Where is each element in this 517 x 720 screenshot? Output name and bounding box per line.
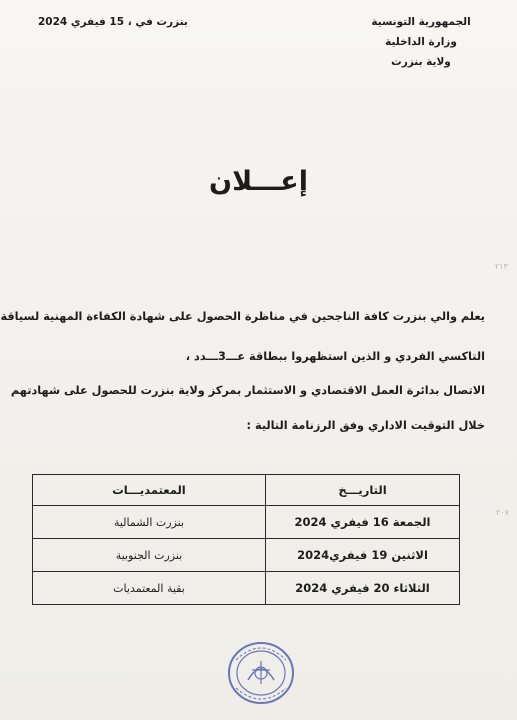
body-line: خلال التوقيت الاداري وفق الرزنامة التالية : xyxy=(246,419,485,432)
row-date: الاثنين 19 فيفري2024 xyxy=(266,539,460,572)
row-delegation: بقية المعتمديات xyxy=(33,572,266,605)
org-line-ministry: وزارة الداخلية xyxy=(385,36,457,48)
row-delegation: بنزرت الشمالية xyxy=(33,506,266,539)
row-delegation: بنزرت الجنوبية xyxy=(33,539,266,572)
body-line: الاتصال بدائرة العمل الاقتصادي و الاستثمار بمركز ولاية بنزرت للحصول على شهادتهم xyxy=(10,384,485,397)
schedule-table xyxy=(32,474,460,605)
row-date: الثلاثاء 20 فيفري 2024 xyxy=(266,572,460,605)
body-line: يعلم والي بنزرت كافة الناجحين في مناظرة الحصول على شهادة الكفاءة المهنية لسياقة xyxy=(0,310,485,323)
table-header-row xyxy=(33,475,460,506)
faint-margin-mark: ٢٠٧ xyxy=(496,508,509,517)
organization-header xyxy=(351,12,491,72)
place-date: بنزرت في ، 15 فيفري 2024 xyxy=(38,16,188,28)
body-line: التاكسي الفردي و الذين استظهروا ببطاقة عـــ3ـــدد ، xyxy=(185,350,485,363)
org-line-republic: الجمهورية التونسية xyxy=(371,16,471,28)
column-header-date: التاريـــخ xyxy=(266,475,460,506)
table-row xyxy=(33,506,460,539)
table-row xyxy=(33,572,460,605)
page-title: إعـــلان xyxy=(209,166,308,197)
faint-margin-mark: ٢١٣ xyxy=(495,262,508,271)
row-date: الجمعة 16 فيفري 2024 xyxy=(266,506,460,539)
official-round-stamp-icon xyxy=(226,640,296,706)
column-header-delegations: المعتمديـــات xyxy=(33,475,266,506)
org-line-governorate: ولاية بنزرت xyxy=(391,56,451,68)
table-row xyxy=(33,539,460,572)
